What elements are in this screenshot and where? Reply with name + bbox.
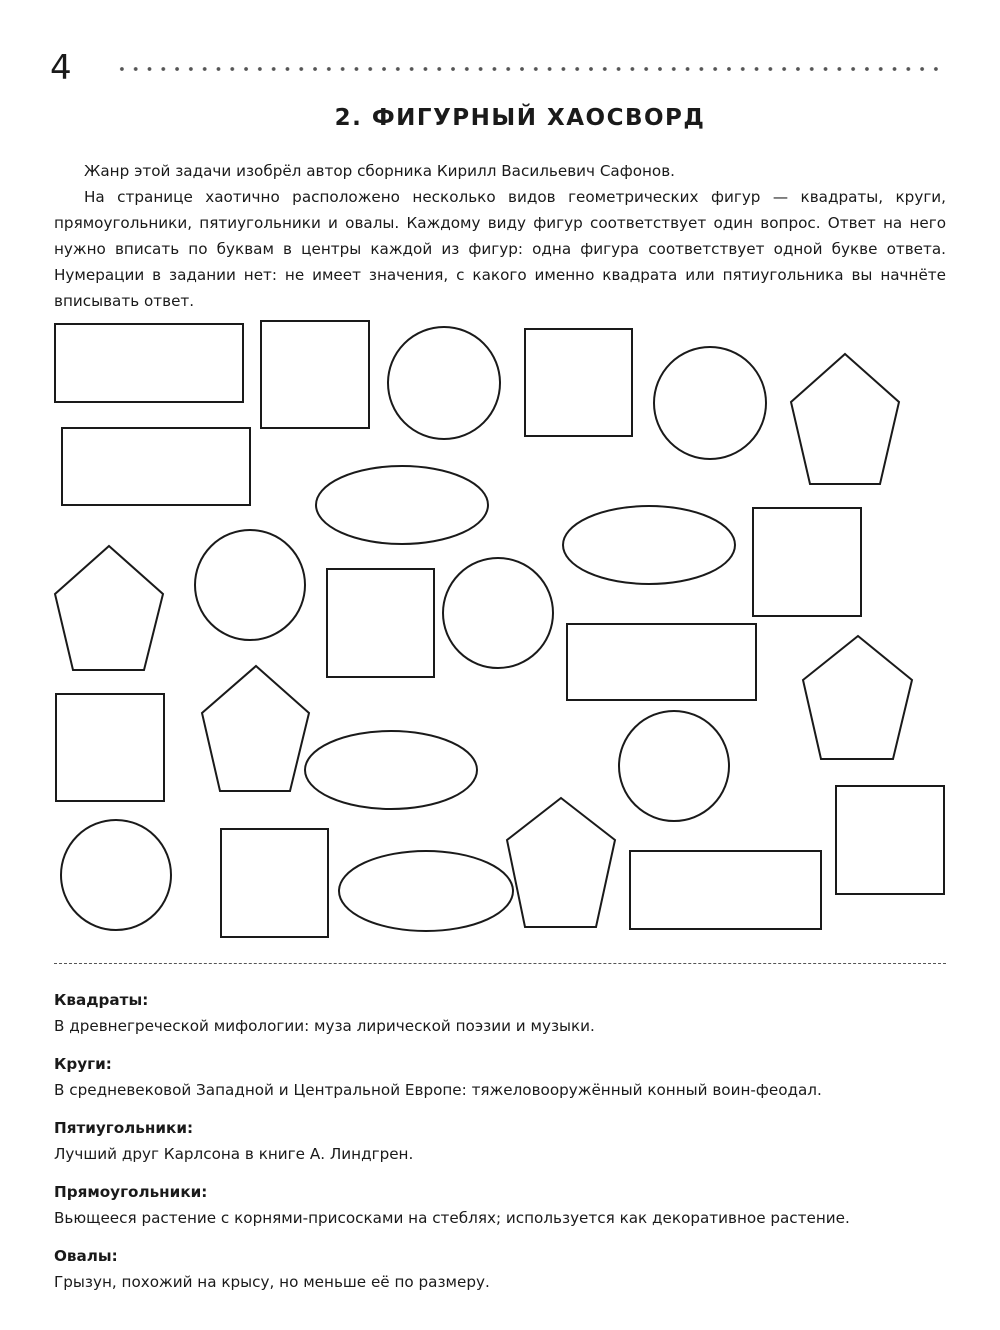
- question-rectangles: [54, 1179, 946, 1243]
- square-shape[interactable]: [753, 508, 861, 616]
- question-category: Овалы:: [54, 1247, 118, 1265]
- question-category: Квадраты:: [54, 991, 149, 1009]
- pentagon-shape[interactable]: [202, 666, 309, 791]
- pentagon-shape[interactable]: [507, 798, 615, 927]
- square-shape[interactable]: [327, 569, 434, 677]
- circle-shape[interactable]: [619, 711, 729, 821]
- circle-shape[interactable]: [195, 530, 305, 640]
- question-text: В древнегреческой мифологии: муза лирической поэзии и музыки.: [54, 1017, 595, 1035]
- oval-shape[interactable]: [316, 466, 488, 544]
- question-category: Пятиугольники:: [54, 1119, 194, 1137]
- intro-paragraph-2: На странице хаотично расположено несколько видов геометрических фигур — квадраты, круги, прямоугольники, пятиугольники и овалы. Каждому виду фигур соответствует один вопрос. Ответ на него нужно вписать по буквам в центры каждой из фигур: одна фигура соответствует одной букве ответа. Нумерации в задании нет: не имеет значения, с какого именно квадрата или пятиугольника вы начнёте вписывать ответ.: [54, 188, 946, 310]
- question-squares: [54, 987, 946, 1051]
- questions-list: [54, 987, 946, 1307]
- circle-shape[interactable]: [443, 558, 553, 668]
- square-shape[interactable]: [56, 694, 164, 801]
- dotted-header-rule: [115, 62, 945, 76]
- circle-shape[interactable]: [388, 327, 500, 439]
- question-text: В средневековой Западной и Центральной Европе: тяжеловооружённый конный воин-феодал.: [54, 1081, 822, 1099]
- oval-shape[interactable]: [563, 506, 735, 584]
- square-shape[interactable]: [836, 786, 944, 894]
- question-category: Круги:: [54, 1055, 112, 1073]
- question-text: Грызун, похожий на крысу, но меньше её по размеру.: [54, 1273, 490, 1291]
- intro-text: [54, 158, 946, 314]
- square-shape[interactable]: [221, 829, 328, 937]
- oval-shape[interactable]: [339, 851, 513, 931]
- page-number: 4: [50, 48, 72, 88]
- dashed-divider: [54, 963, 946, 964]
- pentagon-shape[interactable]: [803, 636, 912, 759]
- question-circles: [54, 1051, 946, 1115]
- rectangle-shape[interactable]: [62, 428, 250, 505]
- oval-shape[interactable]: [305, 731, 477, 809]
- rectangle-shape[interactable]: [567, 624, 756, 700]
- rectangle-shape[interactable]: [55, 324, 243, 402]
- pentagon-shape[interactable]: [791, 354, 899, 484]
- pentagon-shape[interactable]: [55, 546, 163, 670]
- question-pentagons: [54, 1115, 946, 1179]
- question-text: Лучший друг Карлсона в книге А. Линдгрен.: [54, 1145, 414, 1163]
- intro-paragraph-1: Жанр этой задачи изобрёл автор сборника Кирилл Васильевич Сафонов.: [84, 162, 676, 180]
- circle-shape[interactable]: [654, 347, 766, 459]
- square-shape[interactable]: [525, 329, 632, 436]
- question-text: Вьющееся растение с корнями-присосками на стеблях; используется как декоративное растение.: [54, 1209, 850, 1227]
- square-shape[interactable]: [261, 321, 369, 428]
- question-ovals: [54, 1243, 946, 1307]
- page-title: 2. ФИГУРНЫЙ ХАОСВОРД: [334, 105, 706, 131]
- question-category: Прямоугольники:: [54, 1183, 208, 1201]
- rectangle-shape[interactable]: [630, 851, 821, 929]
- circle-shape[interactable]: [61, 820, 171, 930]
